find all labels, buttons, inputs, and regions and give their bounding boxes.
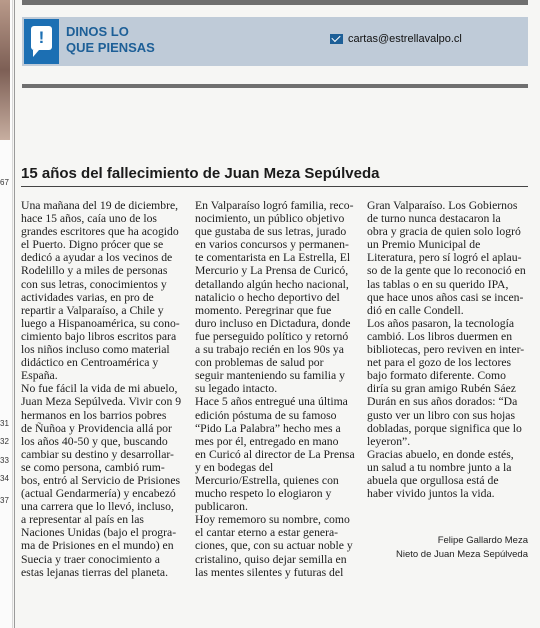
article-line: el Puerto. Digno prócer que se (21, 238, 164, 252)
article-line: hace 15 años, caía uno de los (21, 212, 157, 226)
article-line: un Premio Municipal de (367, 238, 481, 252)
article-line: ciones, que, con su actuar noble y (195, 539, 353, 553)
article-line: se como persona, cambió rum- (21, 460, 165, 474)
article-line: Una mañana del 19 de diciembre, (21, 199, 179, 212)
article-line: haber vivido juntos la vida. (367, 487, 495, 501)
envelope-icon (330, 34, 343, 44)
section-heading-line: DINOS LO (66, 24, 129, 39)
section-heading-line: QUE PIENSAS (66, 40, 155, 55)
article-line: bos, entró al Servicio de Prisiones (21, 473, 181, 487)
article-line: el cantar eterno a estar genera- (195, 526, 339, 540)
article-line: ma de Prisiones en el mundo) en (21, 539, 174, 553)
top-rule (22, 0, 528, 5)
article-line: en varios concursos y permanen- (195, 238, 349, 252)
article-column-3 (367, 199, 529, 500)
article-line: y en bodegas del (195, 460, 274, 474)
adjacent-text-fragment: 33 (0, 456, 9, 465)
article-line: momento. Peregrinar que fue (195, 303, 332, 317)
article-line: mes por él, entregado en mano (195, 434, 339, 448)
article-line: las mentes silentes y futuras del (195, 565, 344, 579)
article-line: dedicó a ayudar a los vecinos de (21, 251, 173, 265)
adjacent-text-fragment: 34 (0, 474, 9, 483)
article-line: so de la gente que lo reconoció en (367, 264, 526, 278)
article-line: actividades varias, en pro de (21, 290, 154, 304)
article-line: Gran Valparaíso. Los Gobiernos (367, 199, 518, 212)
article-line: duro incluso en Dictadura, donde (195, 316, 351, 330)
article-line: mucho respeto lo elogiaron y (195, 487, 332, 501)
article-line: a representar al país en las (21, 513, 144, 527)
signature-name: Felipe Gallardo Meza (437, 535, 528, 546)
article-line: diría su gran amigo Rubén Sáez (367, 382, 516, 396)
email-address[interactable]: cartas@estrellavalpo.cl (348, 33, 462, 45)
article-line: a su trabajo recién en los 90s ya (195, 343, 344, 357)
signature-role: Nieto de Juan Meza Sepúlveda (395, 549, 528, 560)
article-line: grandes escritores que ha acogido (21, 225, 179, 239)
article-line: los años 40-50 y que, buscando (21, 434, 168, 448)
article-line: natalicio o hecho deportivo del (195, 290, 340, 304)
article-line: obra y gracia de quien solo logró (367, 225, 521, 239)
article-line: repartir a Valparaíso, a Chile y (21, 303, 164, 317)
article-line: Suecia y traer conocimiento a (21, 552, 160, 566)
article-line: un salud a tu nombre junto a la (367, 460, 512, 474)
article-line: su legado intacto. (195, 382, 278, 396)
article-line: “Pido La Palabra” hecho mes a (195, 421, 341, 435)
article-line: edición póstuma de su famoso (195, 408, 337, 422)
article-line: que hace unos años casi se incen- (367, 290, 524, 304)
article-line: una carrera que lo llevó, incluso, (21, 500, 174, 514)
article-line: las tablas o en su querido IPA, (367, 277, 509, 291)
article-line: dobladas, porque significa que lo (367, 421, 522, 435)
article-line: Durán en sus años dorados: “Da (367, 395, 518, 409)
article-line: publicaron. (195, 500, 248, 514)
article-line: cristalino, quiso dejar semilla en (195, 552, 347, 566)
adjacent-page-strip (0, 0, 13, 628)
article-line: Los años pasaron, la tecnología (367, 316, 515, 330)
article-line: Rodelillo y a miles de personas (21, 264, 168, 278)
article-line: No fue fácil la vida de mi abuelo, (21, 382, 178, 396)
article-line: detallando algún hecho nacional, (195, 277, 349, 291)
adjacent-photo-fragment (0, 0, 10, 140)
article-column-2 (195, 199, 358, 579)
article-line: de turno nunca destacaron la (367, 212, 501, 226)
article-line: En Valparaíso logró familia, reco- (195, 199, 354, 212)
article-line: cimiento bajo libros escritos para (21, 329, 177, 343)
article-line: fue perseguido político y retornó (195, 329, 349, 343)
article-line: los niños incluso como material (21, 343, 170, 357)
article-line: Juan Meza Sepúlveda. Vivir con 9 (21, 395, 182, 409)
article-line: Literatura, pero sí logró el aplau- (367, 251, 522, 265)
article-line: Naciones Unidas (bajo el progra- (21, 526, 177, 540)
section-heading (66, 24, 166, 56)
article-line: abuela que orgullosa está de (367, 473, 499, 487)
column-divider (14, 0, 15, 628)
article-line: nocimiento, un público objetivo (195, 212, 345, 226)
article-line: con problemas de salud por (195, 356, 324, 370)
adjacent-text-fragment: 67 (0, 178, 9, 187)
article-line: bajo formato diferente. Como (367, 369, 506, 383)
article-line: en Curicó al director de La Prensa (195, 447, 355, 461)
article-line: (actual Gendarmería) y encabezó (21, 487, 176, 501)
article-column-1 (21, 199, 186, 579)
article-line: luego a Hispanoamérica, su cono- (21, 316, 180, 330)
adjacent-text-fragment: 37 (0, 496, 9, 505)
exclamation-bubble-icon: ! (24, 19, 59, 64)
adjacent-text-fragment: 31 (0, 419, 9, 428)
article-line: dió en calle Condell. (367, 303, 464, 317)
article-line: Gracias abuelo, en donde estés, (367, 447, 514, 461)
article-line: Hace 5 años entregué una última (195, 395, 348, 409)
article-line: Hoy rememoro su nombre, como (195, 513, 350, 527)
article-line: de Ñuñoa y Providencia allá por (21, 421, 172, 435)
article-line: que gustaba de sus letras, jurado (195, 225, 347, 239)
article-line: Mercurio y La Prensa de Curicó, (195, 264, 349, 278)
article-line: gusto ver un libro con sus hojas (367, 408, 516, 422)
article-line: te comentarista en La Estrella, El (195, 251, 351, 265)
article-line: estas lejanas tierras del planeta. (21, 565, 169, 579)
article-line: bibliotecas, pero reviven en inter- (367, 343, 525, 357)
article-title: 15 años del fallecimiento de Juan Meza Sepúlveda (21, 165, 380, 182)
article-line: didáctico en Centroamérica y (21, 356, 159, 370)
article-line: cambió. Los libros duermen en (367, 329, 513, 343)
section-separator (22, 84, 528, 88)
article-line: seguir manteniendo su familia y (195, 369, 345, 383)
article-line: con sus letras, conocimientos y (21, 277, 167, 291)
contact-email[interactable] (330, 33, 462, 45)
article-line: net para el gozo de los lectores (367, 356, 512, 370)
title-rule (21, 186, 528, 187)
article-line: leyeron”. (367, 434, 411, 448)
article-line: Mercurio/Estrella, quienes con (195, 473, 339, 487)
article-line: España. (21, 369, 58, 383)
article-line: cambiar su destino y desarrollar- (21, 447, 174, 461)
adjacent-text-fragment: 32 (0, 437, 9, 446)
article-line: hermanos en los barrios pobres (21, 408, 167, 422)
section-banner (22, 17, 528, 66)
